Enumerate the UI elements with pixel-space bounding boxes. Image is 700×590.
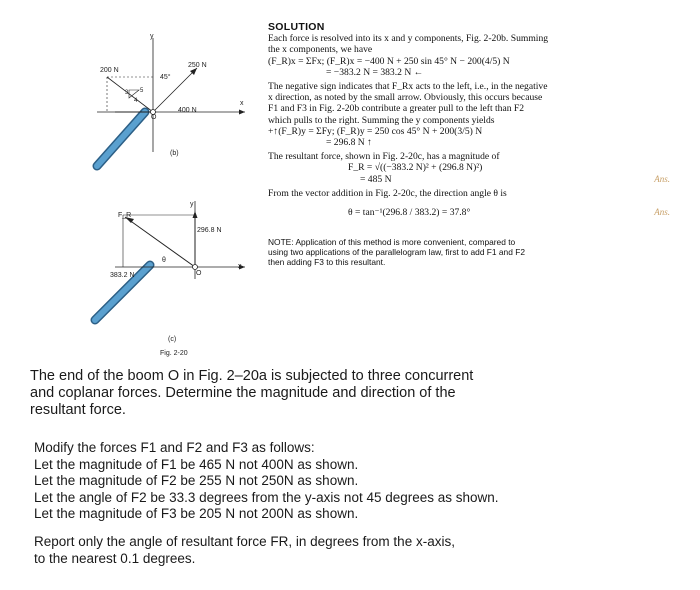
- report-line: to the nearest 0.1 degrees.: [34, 550, 196, 566]
- solution-equation: (F_R)x = ΣFx; (F_R)x = −400 N + 250 sin 45° N − 200(4/5) N: [268, 55, 510, 67]
- fig-b-label-5: 5: [140, 88, 144, 94]
- fig-b-label-x: x: [240, 100, 244, 107]
- fig-b-caption: (b): [170, 150, 179, 157]
- modification-line: Let the angle of F2 be 33.3 degrees from the y-axis not 45 degrees as shown.: [34, 489, 499, 505]
- answer-label: Ans.: [654, 173, 670, 184]
- fig-c-caption: (c): [168, 336, 177, 343]
- fig-c-label-383n: 383.2 N: [110, 272, 135, 279]
- note-line: NOTE: Application of this method is more convenient, compared to: [268, 237, 516, 248]
- modification-line: Modify the forces F1 and F2 and F3 as follows:: [34, 440, 315, 455]
- solution-equation: F_R = √((−383.2 N)² + (296.8 N)²): [348, 162, 483, 174]
- fig-b-label-45deg: 45°: [160, 74, 171, 81]
- modification-line: Let the magnitude of F3 be 205 N not 200N as shown.: [34, 506, 359, 522]
- fig-c-label-296n: 296.8 N: [197, 227, 222, 234]
- answer-label: Ans.: [654, 207, 670, 218]
- fig-c-label-theta: θ: [162, 257, 166, 264]
- fig-b-label-y: y: [150, 33, 154, 40]
- fig-b-label-o: O: [151, 114, 157, 121]
- figure-c: [85, 195, 260, 325]
- problem-line: The end of the boom O in Fig. 2–20a is subjected to three concurrent: [30, 368, 474, 384]
- problem-line: resultant force.: [30, 402, 126, 418]
- modification-block: [34, 440, 674, 567]
- solution-line: From the vector addition in Fig. 2-20c, the direction angle θ is: [268, 187, 507, 199]
- fig-b-label-3: 3: [125, 90, 129, 96]
- report-line: Report only the angle of resultant force FR, in degrees from the x-axis,: [34, 533, 455, 549]
- solution-line: The resultant force, shown in Fig. 2-20c, has a magnitude of: [268, 151, 500, 163]
- solution-heading: SOLUTION: [268, 21, 325, 33]
- solution-block: [268, 22, 688, 268]
- fig-b-label-400n: 400 N: [178, 107, 197, 114]
- solution-line: which pulls to the right. Summing the y components yields: [268, 114, 495, 126]
- modification-line: Let the magnitude of F1 be 465 N not 400N as shown.: [34, 456, 359, 472]
- fig-c-figure-number: Fig. 2-20: [160, 350, 188, 357]
- fig-b-label-250n: 250 N: [188, 62, 207, 69]
- fig-c-label-x: x: [238, 263, 242, 270]
- solution-equation: = −383.2 N = 383.2 N ←: [326, 66, 424, 78]
- modification-line: Let the magnitude of F2 be 255 N not 250N as shown.: [34, 473, 359, 489]
- note-block: [268, 238, 688, 267]
- fig-b-label-4: 4: [134, 98, 138, 104]
- solution-equation: +↑(F_R)y = ΣFy; (F_R)y = 250 cos 45° N + 200(3/5) N: [268, 125, 483, 137]
- solution-line: Each force is resolved into its x and y components, Fig. 2-20b. Summing: [268, 33, 549, 45]
- solution-equation: = 485 N: [360, 173, 392, 185]
- fig-c-label-y: y: [190, 201, 194, 208]
- fig-c-label-fr: F_R: [118, 212, 132, 219]
- note-line: using two applications of the parallelogram law, first to add F1 and F2: [268, 247, 525, 258]
- problem-statement: [30, 368, 670, 419]
- solution-line: the x components, we have: [268, 44, 373, 56]
- solution-line: The negative sign indicates that F_Rx acts to the left, i.e., in the negative: [268, 81, 548, 93]
- solution-equation: = 296.8 N ↑: [326, 137, 372, 149]
- solution-line: x direction, as noted by the small arrow. Obviously, this occurs because: [268, 92, 543, 104]
- problem-line: and coplanar forces. Determine the magnitude and direction of the: [30, 385, 456, 401]
- fig-b-label-200n: 200 N: [100, 67, 119, 74]
- note-line: then adding F3 to this resultant.: [268, 256, 386, 267]
- solution-equation: θ = tan⁻¹(296.8 / 383.2) = 37.8°: [348, 207, 471, 219]
- solution-line: F1 and F3 in Fig. 2-20b contribute a greater pull to the left than F2: [268, 103, 525, 115]
- fig-c-label-o: O: [196, 270, 202, 277]
